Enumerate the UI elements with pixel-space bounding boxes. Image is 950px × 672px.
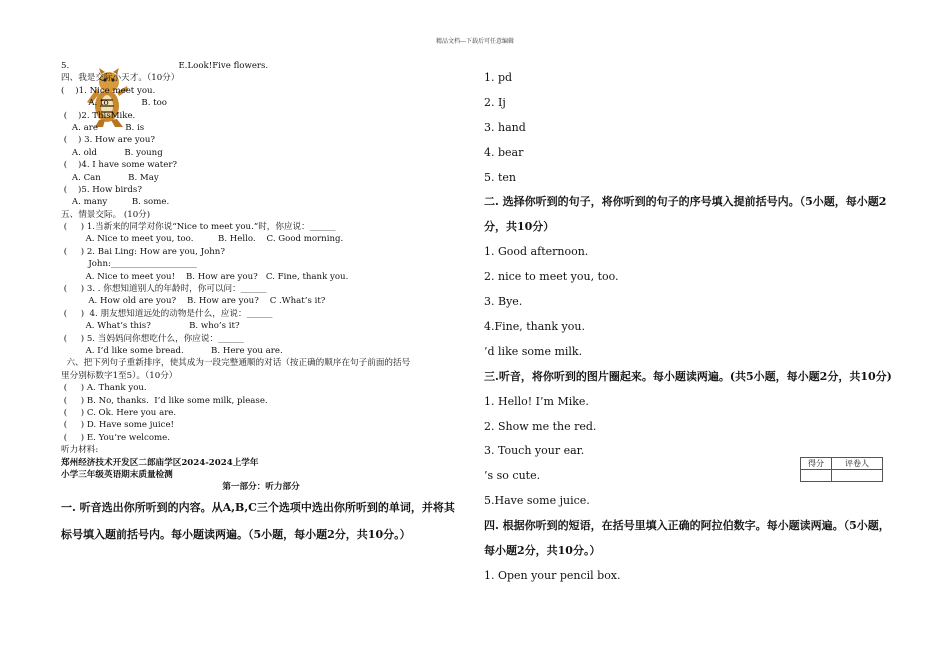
- text-line: ( ) 3. . 你想知道别人的年龄时，你可以问：______: [61, 284, 267, 295]
- text-line: A. many B. some.: [61, 197, 170, 208]
- score-table: [800, 457, 883, 482]
- text-line: ( ) 2. Bai Ling: How are you, John?: [61, 246, 225, 257]
- text-line: 郑州经济技术开发区二郎庙学区2024-2024上学年: [61, 457, 259, 468]
- text-line: ( )4. I have some water?: [61, 160, 178, 171]
- text-line: ( )2. ThisMike.: [61, 110, 136, 121]
- text-line: 三.听音，将你听到的图片圈起来。每小题读两遍。(共5小题，每小题2分，共10分): [484, 369, 892, 383]
- text-line: A. I’d like some bread. B. Here you are.: [61, 345, 283, 356]
- text-line: 五、情景交际。 (10分): [61, 209, 151, 220]
- text-line: 5. ten: [484, 170, 517, 184]
- text-line: 5.Have some juice.: [484, 494, 590, 508]
- text-line: ( )1. Nice meet you.: [61, 85, 156, 96]
- text-line: 2. Show me the red.: [484, 419, 597, 433]
- text-line: ( ) 5. 当妈妈问你想吃什么，你应说：______: [61, 333, 244, 344]
- text-line: ( ) C. Ok. Here you are.: [61, 407, 177, 418]
- text-line: 1. Good afternoon.: [484, 245, 589, 259]
- text-line: ( ) E. You’re welcome.: [61, 432, 170, 443]
- score-cell: [801, 470, 832, 482]
- text-line: ’d like some milk.: [484, 344, 583, 358]
- score-label: 得分: [801, 458, 832, 470]
- text-line: 1. pd: [484, 71, 513, 84]
- text-line: 里分别标数字1至5）。（10分）: [61, 370, 178, 381]
- text-line: 3. Touch your ear.: [484, 444, 585, 458]
- text-line: 4. bear: [484, 145, 524, 159]
- text-line: A. How old are you? B. How are you? C .What’s it?: [61, 296, 326, 307]
- text-line: 4.Fine, thank you.: [484, 319, 585, 333]
- text-line: ( ) D. Have some juice!: [61, 420, 175, 431]
- text-line: 六、把下列句子重新排序，使其成为一段完整通顺的对话（按正确的顺序在句子前面的括号: [61, 358, 411, 369]
- page-header: 精品文档---下载后可任意编辑: [435, 38, 515, 45]
- text-line: 2. nice to meet you, too.: [484, 270, 619, 284]
- text-line: ( ) 4. 朋友想知道远处的动物是什么，应说：______: [61, 308, 273, 319]
- text-line: ’s so cute.: [484, 469, 541, 483]
- text-line: 3. Bye.: [484, 295, 523, 309]
- text-line: A. Can B. May: [61, 172, 159, 183]
- text-line: 1. Open your pencil box.: [484, 568, 621, 582]
- text-line: 四. 根据你听到的短语，在括号里填入正确的阿拉伯数字。每小题读两遍。（5小题，每小题2分，共10分。）: [484, 519, 890, 557]
- text-line: A. Nice to meet you, too. B. Hello. C. Good morning.: [61, 234, 344, 245]
- text-line: 一. 听音选出你所听到的内容。从A,B,C三个选项中选出你所听到的单词，并将其: [61, 500, 455, 514]
- text-line: ( ) 3. How are you?: [61, 135, 156, 146]
- text-line: A. to B. too: [61, 98, 167, 109]
- text-line: John:____________________: [61, 259, 197, 270]
- left-column: [61, 60, 461, 548]
- text-line: 小学三年级英语期末质量检测: [61, 469, 173, 480]
- text-line: 听力材料:: [61, 445, 99, 456]
- text-line: ( )5. How birds?: [61, 184, 142, 195]
- text-line: 四、我是交际小天才。（10分）: [61, 73, 180, 84]
- grader-label: 评卷人: [832, 458, 883, 470]
- text-line: A. are B. is: [61, 122, 145, 133]
- text-line: 标号填入题前括号内。每小题读两遍。（5小题，每小题2分，共10分。）: [61, 527, 411, 541]
- text-line: 1. Hello! I’m Mike.: [484, 394, 589, 408]
- text-line: 第一部分：听力部分: [222, 482, 300, 493]
- text-line: 3. hand: [484, 120, 526, 134]
- text-line: A. Nice to meet you! B. How are you? C. Fine, thank you.: [61, 271, 349, 282]
- text-line: 5. E.Look!Five flowers.: [61, 61, 269, 71]
- text-line: A. old B. young: [61, 147, 163, 158]
- text-line: A. What’s this? B. who’s it?: [61, 321, 240, 332]
- text-line: 二. 选择你听到的句子，将你听到的句子的序号填入提前括号内。（5小题，每小题2分，共10分）: [484, 195, 887, 234]
- grader-cell: [832, 470, 883, 482]
- text-line: ( ) B. No, thanks. I’d like some milk, please.: [61, 395, 268, 406]
- text-line: 2. Ij: [484, 95, 506, 109]
- text-line: ( ) 1.当新来的同学对你说“Nice to meet you.”时，你应说：______: [61, 222, 336, 233]
- right-column: [484, 66, 894, 589]
- text-line: ( ) A. Thank you.: [61, 383, 147, 394]
